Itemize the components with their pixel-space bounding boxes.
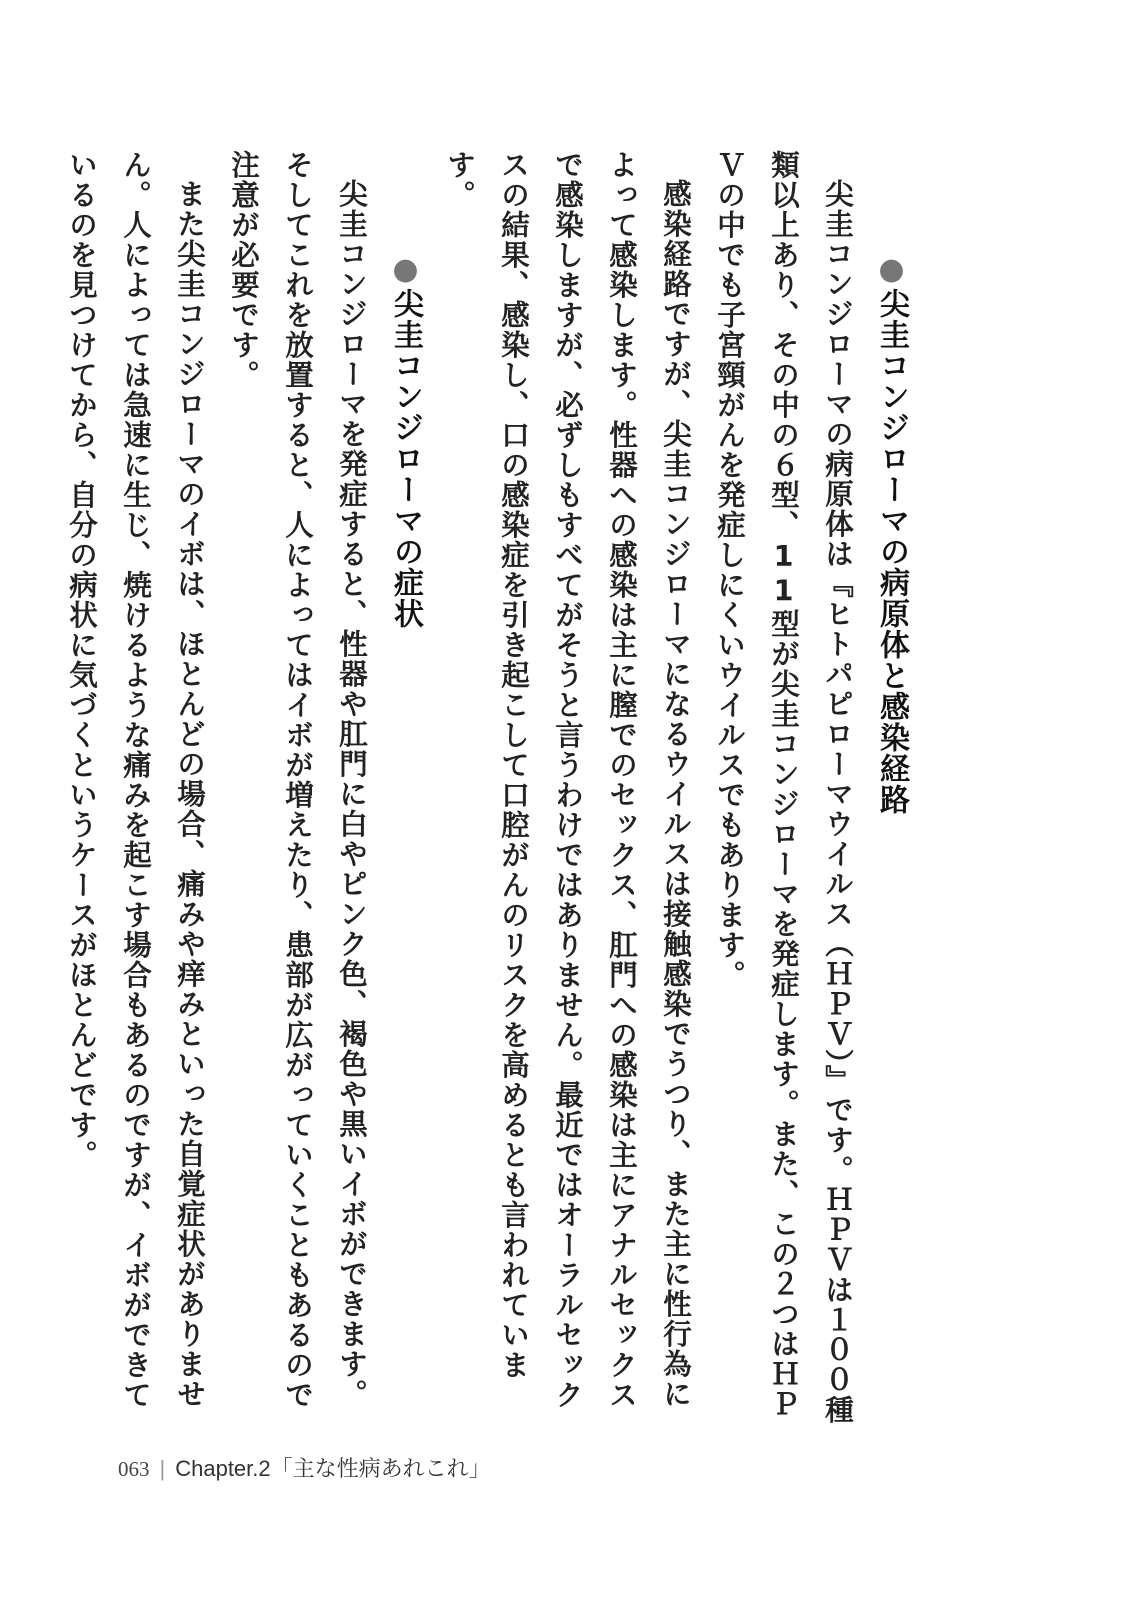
footer-separator: | [159,1456,166,1481]
paragraph: また尖圭コンジローマのイボは、ほとんどの場合、痛みや痒みといった自覚症状がありません。人によっては急速に生じ、焼けるような痛みを起こす場合もあるのですが、イボができているのを見つけてから、自分の病状に気づくというケースがほとんどです。 [65,150,206,1410]
bullet-icon: ● [388,252,423,288]
page-footer [118,1452,491,1483]
section-heading-text: 尖圭コンジローマの病原体と感染経路 [874,288,909,815]
paragraph: 尖圭コンジローマを発症すると、性器や肛門に白やピンク色、褐色や黒いイボができます。そしてこれを放置すると、人によってはイボが増えたり、患部が広がっていくこともあるので注意が必要です。 [227,150,368,1410]
section-heading-pathogen [864,150,918,1430]
chapter-title: Chapter.2「主な性病あれこれ」 [175,1456,491,1481]
vertical-body-text [65,150,918,1430]
section-heading-text: 尖圭コンジローマの症状 [388,288,423,629]
bullet-icon: ● [874,252,909,288]
page-number: 063 [118,1457,150,1481]
paragraph: 尖圭コンジローマの病原体は『ヒトパピローマウイルス（ＨＰＶ）』です。ＨＰＶは１００種類以上あり、その中の６型、11型が尖圭コンジローマを発症します。また、この２つはＨＰＶの中でも子宮頸がんを発症しにくいウイルスでもあります。 [713,150,854,1425]
paragraph: 感染経路ですが、尖圭コンジローマになるウイルスは接触感染でうつり、また主に性行為によって感染します。性器への感染は主に膣でのセックス、肛門への感染は主にアナルセックスで感染しますが、必ずしもすべてがそうと言うわけではありません。最近ではオーラルセックスの結果、感染し、口の感染症を引き起こして口腔がんのリスクを高めるとも言われています。 [443,150,692,1410]
section-heading-symptoms [378,150,432,1430]
